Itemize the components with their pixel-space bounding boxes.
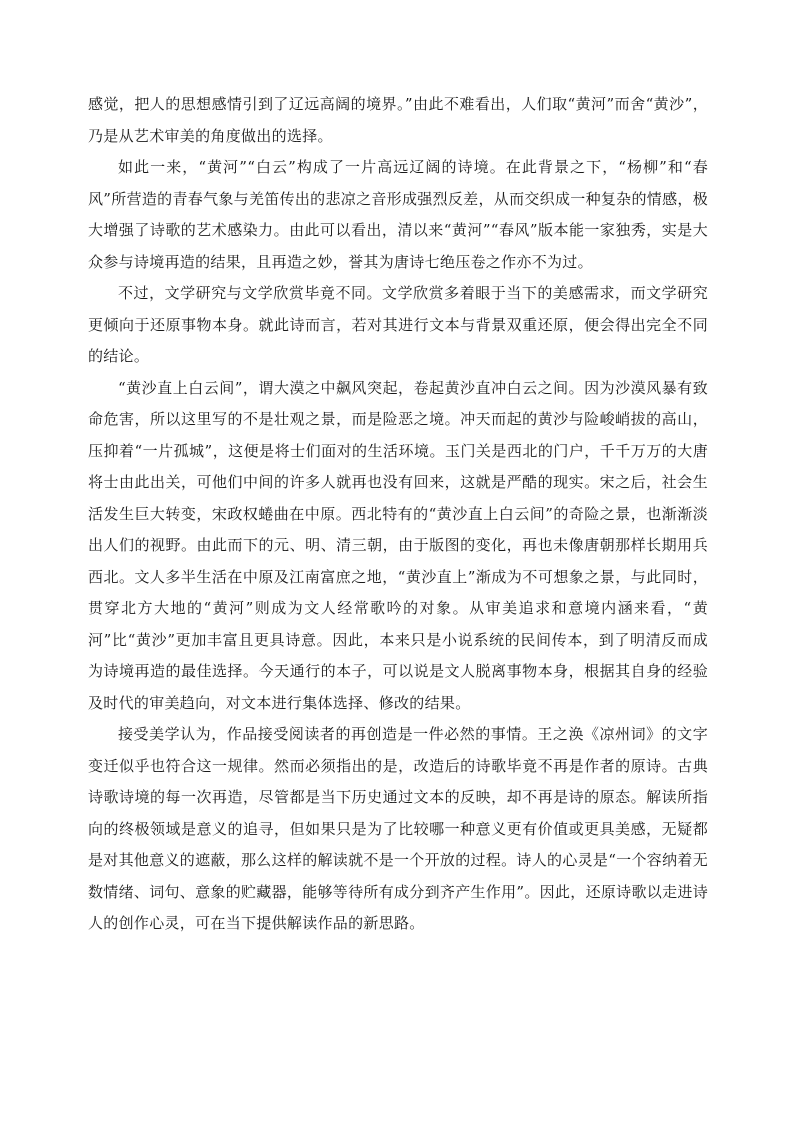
paragraph-5: 接受美学认为，作品接受阅读者的再创造是一件必然的事情。王之涣《凉州词》的文字变迁似乎也符合这一规律。然而必须指出的是，改造后的诗歌毕竟不再是作者的原诗。古典诗歌诗境的每一次再造，尽管都是当下历史通过文本的反映，却不再是诗的原态。解读所指向的终极领域是意义的追寻，但如果只是为了比较哪一种意义更有价值或更具美感，无疑都是对其他意义的遮蔽，那么这样的解读就不是一个开放的过程。诗人的心灵是“一个容纳着无数情绪、词句、意象的贮藏器，能够等待所有成分到齐产生作用”。因此，还原诗歌以走进诗人的创作心灵，可在当下提供解读作品的新思路。 [88,725,708,932]
paragraph-3: 不过，文学研究与文学欣赏毕竟不同。文学欣赏多着眼于当下的美感需求，而文学研究更倾向于还原事物本身。就此诗而言，若对其进行文本与背景双重还原，便会得出完全不同的结论。 [88,284,708,365]
document-body [88,89,708,940]
paragraph-4: “黄沙直上白云间”，谓大漠之中飙风突起，卷起黄沙直冲白云之间。因为沙漠风暴有致命危害，所以这里写的不是壮观之景，而是险恶之境。冲天而起的黄沙与险峻峭拔的高山，压抑着“一片孤城”，这便是将士们面对的生活环境。玉门关是西北的门户，千千万万的大唐将士由此出关，可他们中间的许多人就再也没有回来，这就是严酷的现实。宋之后，社会生活发生巨大转变，宋政权蜷曲在中原。西北特有的“黄沙直上白云间”的奇险之景，也渐渐淡出人们的视野。由此而下的元、明、清三朝，由于版图的变化，再也未像唐朝那样长期用兵西北。文人多半生活在中原及江南富庶之地，“黄沙直上”渐成为不可想象之景，与此同时，贯穿北方大地的“黄河”则成为文人经常歌吟的对象。从审美追求和意境内涵来看，“黄河”比“黄沙”更加丰富且更具诗意。因此，本来只是小说系统的民间传本，到了明清反而成为诗境再造的最佳选择。今天通行的本子，可以说是文人脱离事物本身，根据其自身的经验及时代的审美趋向，对文本进行集体选择、修改的结果。 [88,378,708,712]
paragraph-2: 如此一来，“黄河”“白云”构成了一片高远辽阔的诗境。在此背景之下，“杨柳”和“春风”所营造的青春气象与羌笛传出的悲凉之音形成强烈反差，从而交织成一种复杂的情感，极大增强了诗歌的艺术感染力。由此可以看出，清以来“黄河”“春风”版本能一家独秀，实是大众参与诗境再造的结果，且再造之妙，誉其为唐诗七绝压卷之作亦不为过。 [88,158,708,271]
paragraph-1: 感觉，把人的思想感情引到了辽远高阔的境界。”由此不难看出，人们取“黄河”而舍“黄沙”，乃是从艺术审美的角度做出的选择。 [88,95,708,145]
